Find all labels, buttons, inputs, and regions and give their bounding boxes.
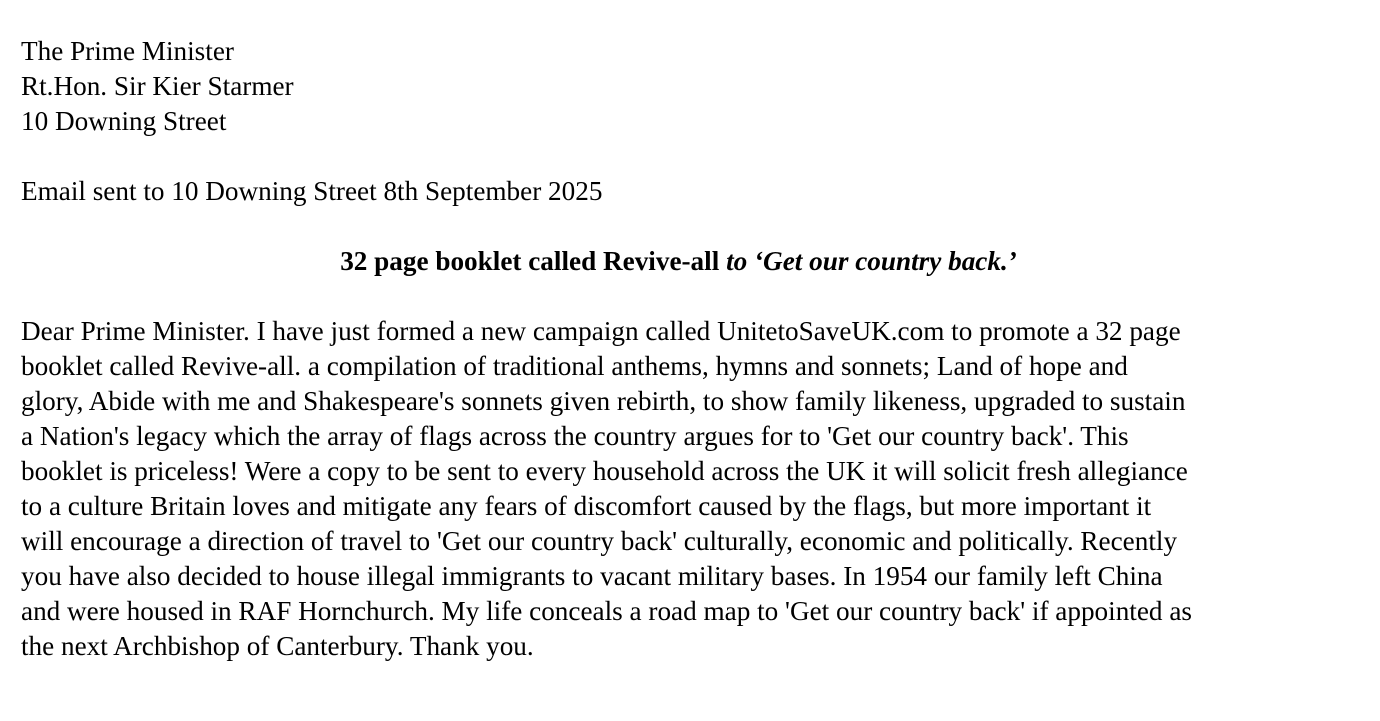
body-line: the next Archbishop of Canterbury. Thank you. (21, 631, 534, 661)
heading-italic-text: to ‘Get our country back.’ (726, 246, 1017, 276)
address-block (21, 34, 1361, 139)
letter-document (21, 34, 1361, 664)
spacer (21, 139, 1361, 174)
body-line: will encourage a direction of travel to 'Get our country back' culturally, economic and politically. Recently (21, 526, 1178, 556)
recipient-name: Rt.Hon. Sir Kier Starmer (21, 71, 294, 101)
heading-bold-text: 32 page booklet called Revive-all (340, 246, 727, 276)
body-line: a Nation's legacy which the array of flags across the country argues for to 'Get our country back'. This (21, 421, 1129, 451)
spacer (21, 209, 1361, 244)
body-line: booklet called Revive-all. a compilation of traditional anthems, hymns and sonnets; Land of hope and (21, 351, 1128, 381)
body-line: to a culture Britain loves and mitigate any fears of discomfort caused by the flags, but more important it (21, 491, 1152, 521)
body-line: you have also decided to house illegal immigrants to vacant military bases. In 1954 our family left China (21, 561, 1163, 591)
letter-body (21, 314, 1361, 664)
recipient-street: 10 Downing Street (21, 106, 227, 136)
email-note: Email sent to 10 Downing Street 8th September 2025 (21, 176, 603, 206)
recipient-title: The Prime Minister (21, 36, 234, 66)
body-line: booklet is priceless! Were a copy to be sent to every household across the UK it will solicit fresh allegiance (21, 456, 1188, 486)
letter-heading (21, 244, 1336, 279)
body-line: and were housed in RAF Hornchurch. My life conceals a road map to 'Get our country back' if appointed as (21, 596, 1192, 626)
body-line: Dear Prime Minister. I have just formed a new campaign called UnitetoSaveUK.com to promote a 32 page (21, 316, 1181, 346)
body-line: glory, Abide with me and Shakespeare's sonnets given rebirth, to show family likeness, upgraded to sustain (21, 386, 1186, 416)
spacer (21, 279, 1361, 314)
